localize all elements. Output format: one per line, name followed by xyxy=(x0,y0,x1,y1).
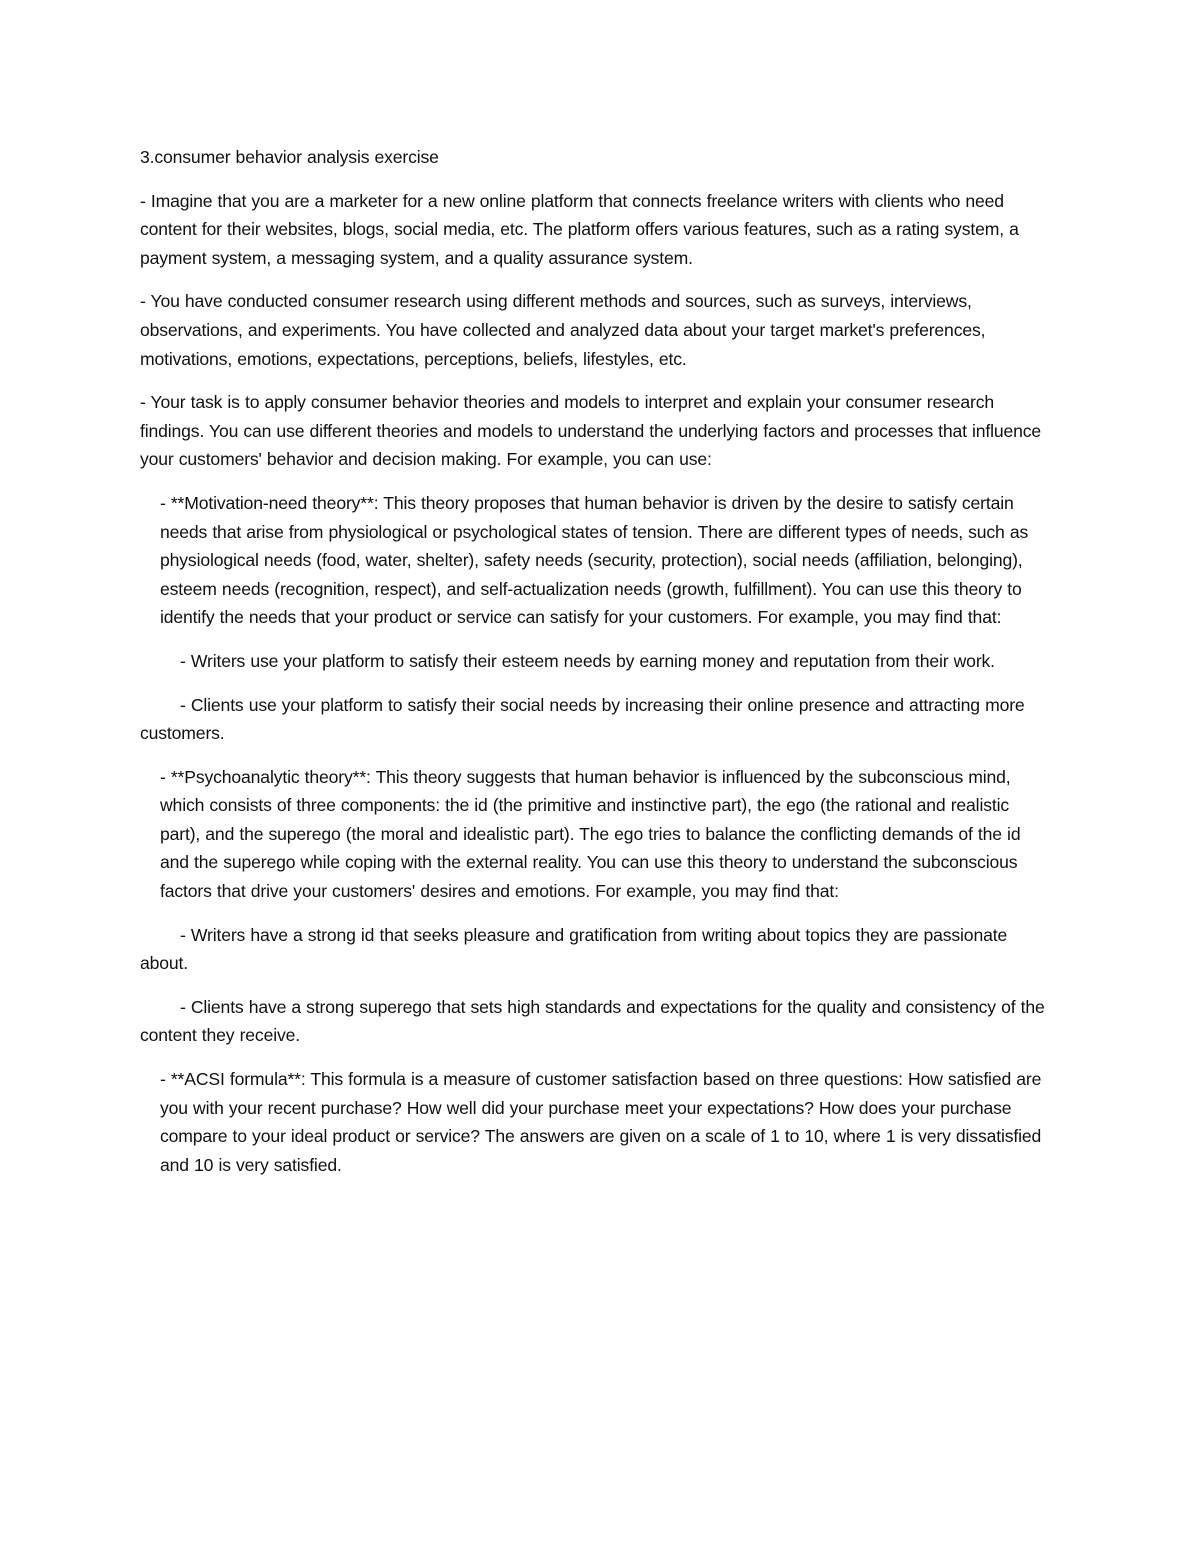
paragraph-task: - Your task is to apply consumer behavior theories and models to interpret and explain your consumer research findings. You can use different theories and models to understand the underlying factors and processes that influence your customers' behavior and decision making. For example, you can use: xyxy=(140,392,1042,470)
psychoanalytic-example-clients: - Clients have a strong superego that sets high standards and expectations for the quality and consistency of the content they receive. xyxy=(140,996,1045,1046)
motivation-theory-paragraph: - **Motivation-need theory**: This theory proposes that human behavior is driven by the desire to satisfy certain needs that arise from physiological or psychological states of tension. There are different types of needs, such as physiological needs (food, water, shelter), safety needs (security, protection), social needs (affiliation, belonging), esteem needs (recognition, respect), and self-actualization needs (growth, fulfillment). You can use this theory to identify the needs that your product or service can satisfy for your customers. For example, you may find that: xyxy=(160,492,1029,628)
acsi-formula-paragraph: - **ACSI formula**: This formula is a measure of customer satisfaction based on three questions: How satisfied are you with your recent purchase? How well did your purchase meet your expectations? How does your purchase compare to your ideal product or service? The answers are given on a scale of 1 to 10, where 1 is very dissatisfied and 10 is very satisfied. xyxy=(160,1069,1042,1175)
document-title: 3.consumer behavior analysis exercise xyxy=(140,147,439,167)
motivation-example-writers: - Writers use your platform to satisfy their esteem needs by earning money and reputation from their work. xyxy=(180,650,995,671)
psychoanalytic-example-writers: - Writers have a strong id that seeks pleasure and gratification from writing about topics they are passionate about. xyxy=(140,924,1008,974)
motivation-example-clients: - Clients use your platform to satisfy their social needs by increasing their online presence and attracting more customers. xyxy=(140,694,1025,744)
paragraph-research: - You have conducted consumer research using different methods and sources, such as surveys, interviews, observations, and experiments. You have collected and analyzed data about your target market's preferences, motivations, emotions, expectations, perceptions, beliefs, lifestyles, etc. xyxy=(140,291,986,369)
psychoanalytic-theory-paragraph: - **Psychoanalytic theory**: This theory suggests that human behavior is influenced by the subconscious mind, which consists of three components: the id (the primitive and instinctive part), the ego (the rational and realistic part), and the superego (the moral and idealistic part). The ego tries to balance the conflicting demands of the id and the superego while coping with the external reality. You can use this theory to understand the subconscious factors that drive your customers' desires and emotions. For example, you may find that: xyxy=(160,766,1021,902)
paragraph-intro: - Imagine that you are a marketer for a new online platform that connects freelance writers with clients who need content for their websites, blogs, social media, etc. The platform offers various features, such as a rating system, a payment system, a messaging system, and a quality assurance system. xyxy=(140,190,1019,268)
